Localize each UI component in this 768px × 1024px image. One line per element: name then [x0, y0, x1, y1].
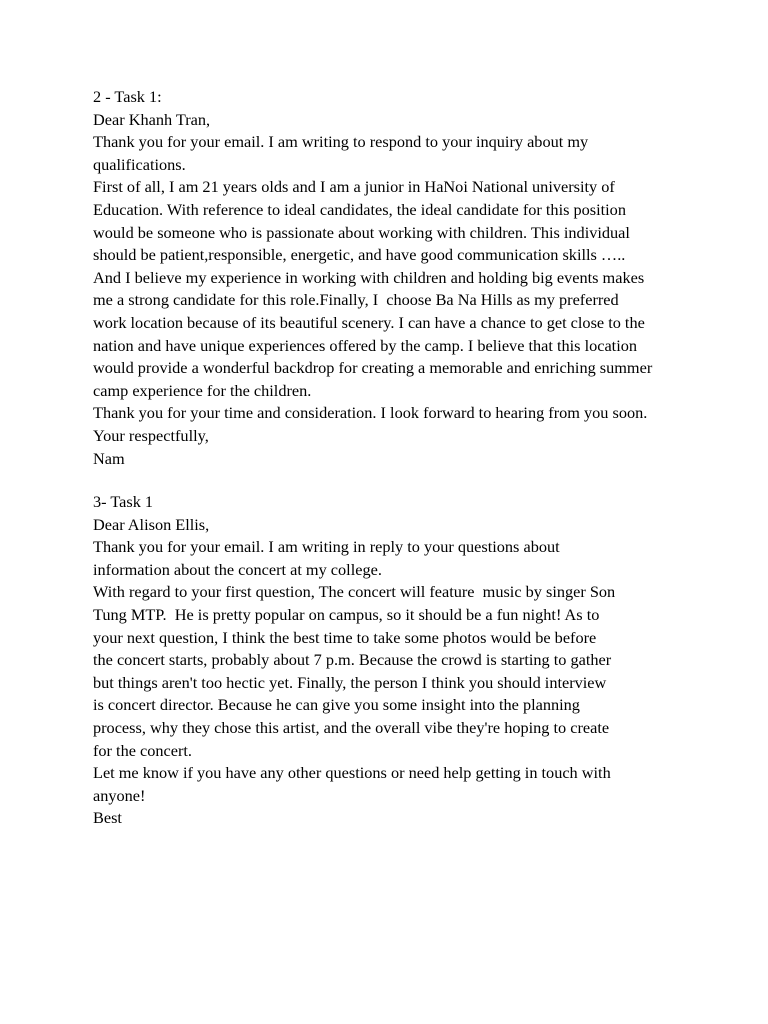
letter-line: Thank you for your time and consideration. I look forward to hearing from you soon. — [93, 403, 648, 423]
task-heading: 3- Task 1 — [93, 492, 154, 511]
letter-line: Let me know if you have any other questions or need help getting in touch with — [93, 763, 611, 783]
letter-line: nation and have unique experiences offered by the camp. I believe that this location — [93, 335, 638, 355]
letter-line: but things aren't too hectic yet. Finally, the person I think you should interview — [93, 672, 607, 692]
letter-line: is concert director. Because he can give you some insight into the planning — [93, 695, 580, 715]
letter-line: your next question, I think the best time to take some photos would be before — [93, 627, 597, 647]
letter-line: work location because of its beautiful scenery. I can have a chance to get close to the — [93, 312, 645, 332]
letter-signature: Nam — [93, 448, 125, 468]
letter-line: And I believe my experience in working with children and holding big events makes — [93, 267, 645, 287]
letter-line: Thank you for your email. I am writing to respond to your inquiry about my — [93, 132, 589, 152]
letter-line: Tung MTP. He is pretty popular on campus, so it should be a fun night! As to — [93, 604, 600, 624]
letter-closing: Best — [93, 808, 122, 828]
letter-line: process, why they chose this artist, and the overall vibe they're hoping to create — [93, 717, 610, 737]
task-2-letter — [93, 86, 733, 470]
letter-line: would be someone who is passionate about working with children. This individual — [93, 222, 630, 242]
task-3-letter — [93, 491, 733, 830]
letter-salutation: Dear Alison Ellis, — [93, 514, 210, 534]
letter-line: With regard to your first question, The concert will feature music by singer Son — [93, 582, 616, 602]
letter-line: camp experience for the children. — [93, 380, 312, 400]
letter-line: the concert starts, probably about 7 p.m. Because the crowd is starting to gather — [93, 650, 612, 670]
letter-line: anyone! — [93, 785, 146, 805]
letter-line: Education. With reference to ideal candidates, the ideal candidate for this position — [93, 199, 626, 219]
letter-line: me a strong candidate for this role.Finally, I choose Ba Na Hills as my preferred — [93, 290, 619, 310]
letter-salutation: Dear Khanh Tran, — [93, 109, 211, 129]
letter-line: qualifications. — [93, 154, 186, 174]
letter-line: Thank you for your email. I am writing in reply to your questions about — [93, 537, 560, 557]
task-heading: 2 - Task 1: — [93, 87, 162, 106]
letter-line: First of all, I am 21 years olds and I am a junior in HaNoi National university of — [93, 177, 615, 197]
letter-closing: Your respectfully, — [93, 425, 209, 445]
letter-line: should be patient,responsible, energetic, and have good communication skills ….. — [93, 245, 626, 265]
letter-line: information about the concert at my college. — [93, 559, 382, 579]
letter-line: would provide a wonderful backdrop for creating a memorable and enriching summer — [93, 358, 653, 378]
letter-line: for the concert. — [93, 740, 192, 760]
